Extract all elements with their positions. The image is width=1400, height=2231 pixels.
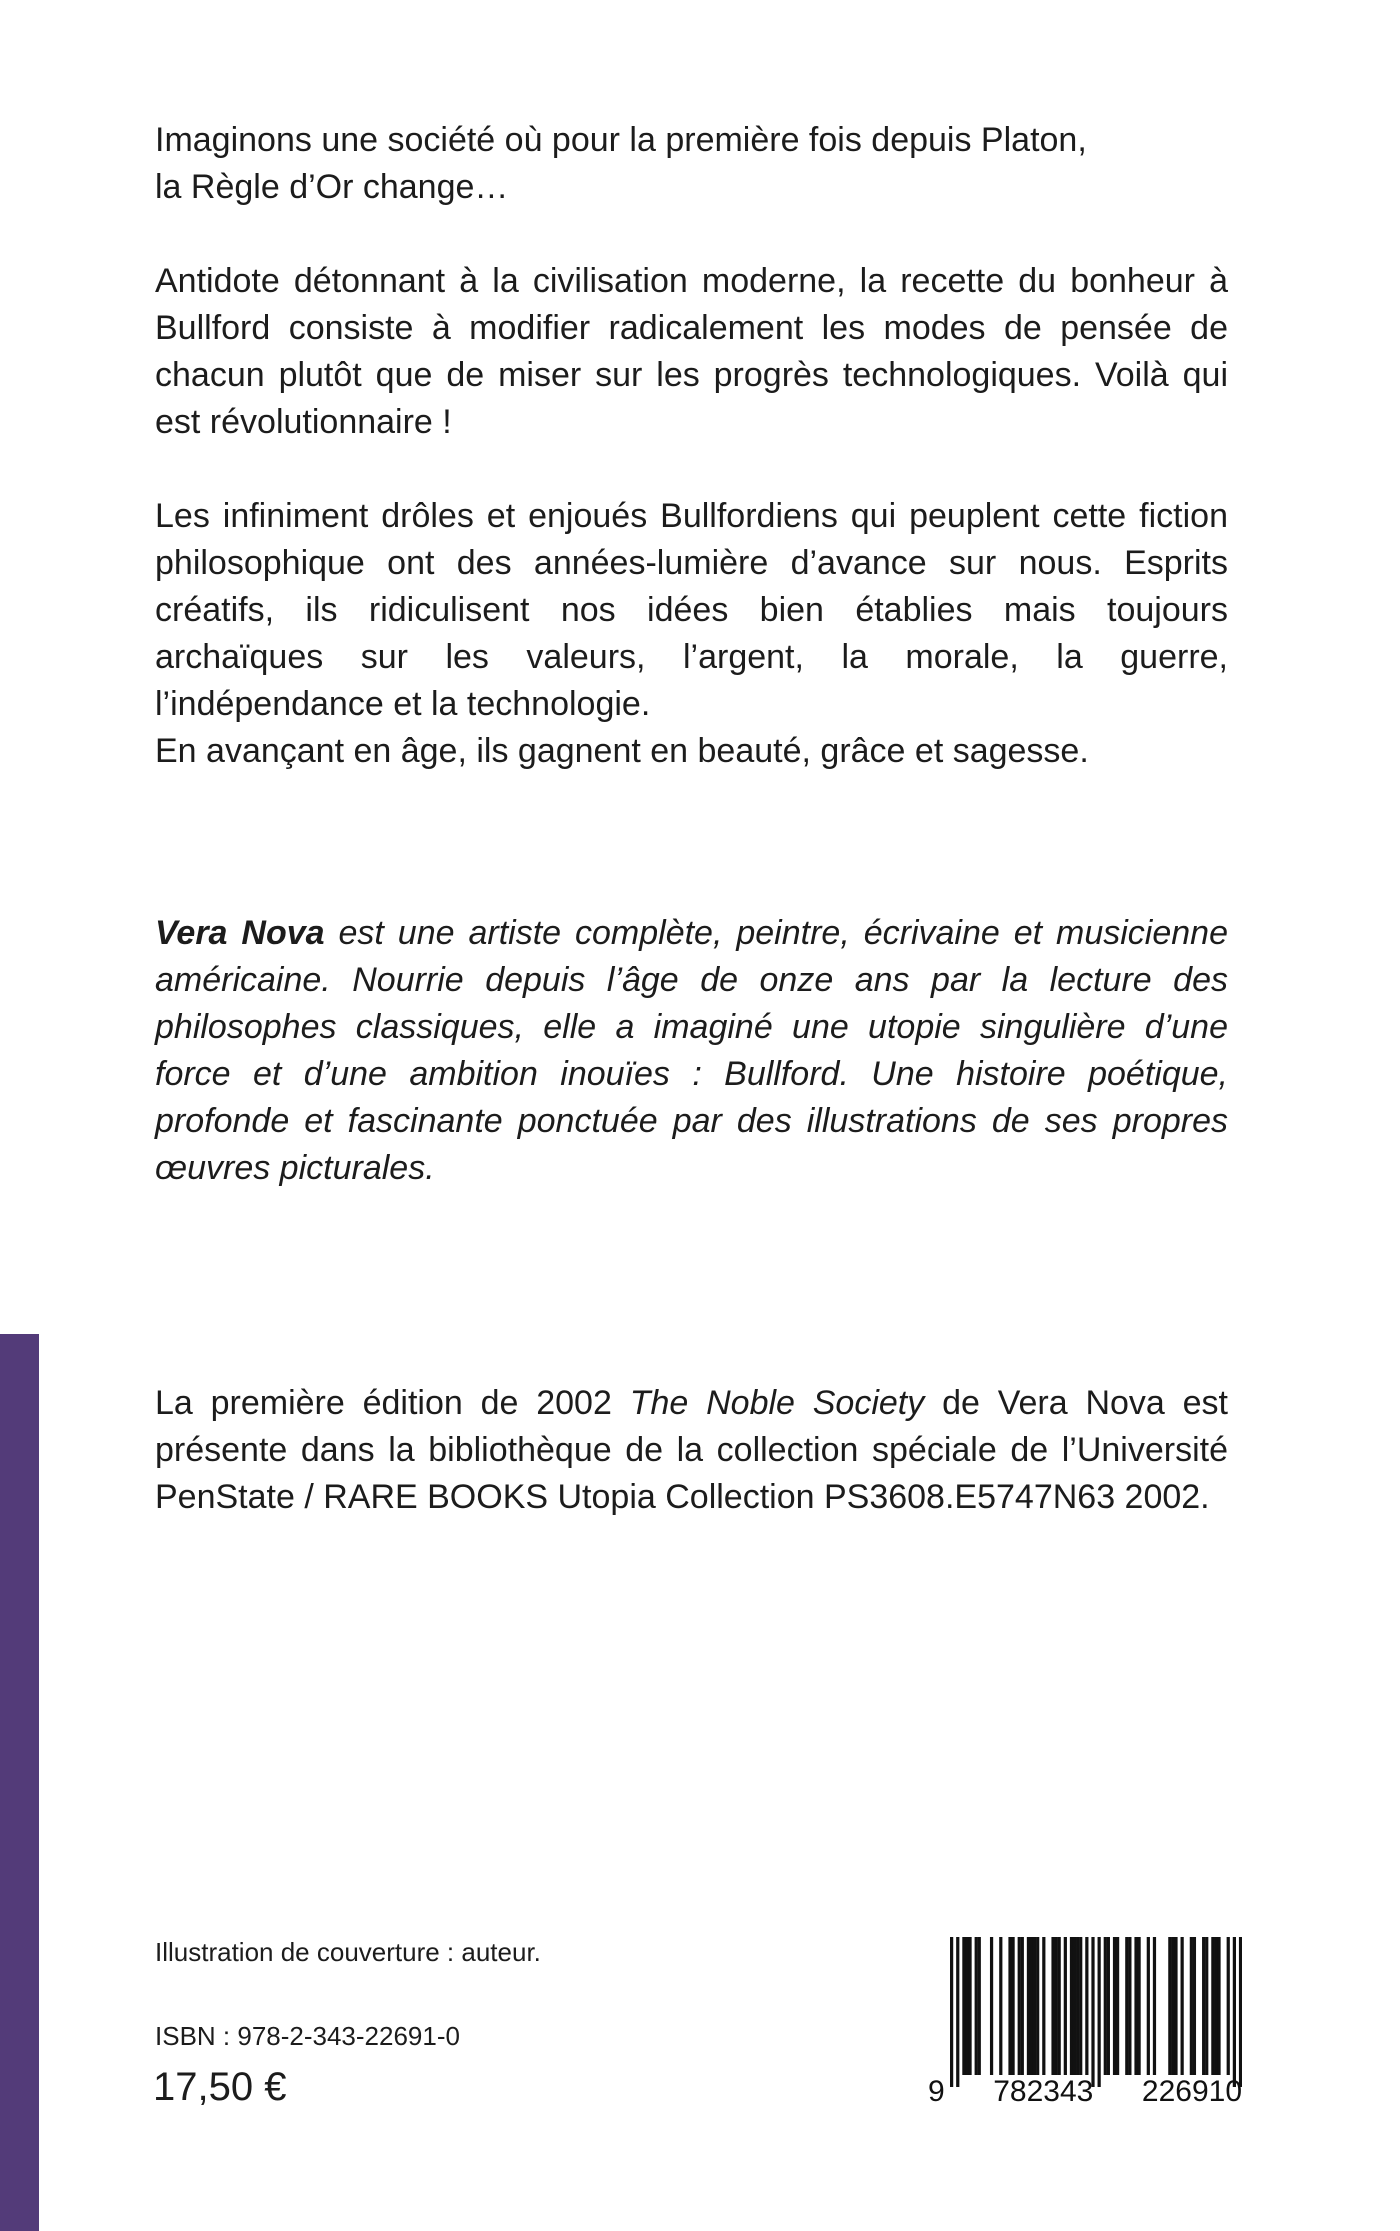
barcode-bar bbox=[1227, 1937, 1230, 2075]
barcode-bar bbox=[1091, 1937, 1094, 2087]
barcode-bar bbox=[1147, 1937, 1150, 2075]
antidote-paragraph: Antidote détonnant à la civilisation moderne, la recette du bonheur à Bullford consiste à modifier radicalement les modes de pensée de chacun plutôt que de miser sur les progrès technologiques. Voilà qui est révolutionnaire ! bbox=[155, 262, 1228, 441]
barcode-bar bbox=[1011, 1937, 1014, 2075]
edition-text-after: de Vera Nova est présente dans la bibliothèque de la collection spéciale de l’Université PenState / RARE BOOKS Utopia Collection PS3608.E5747N63 2002. bbox=[155, 1384, 1228, 1516]
edition-paragraph bbox=[155, 1380, 1228, 1521]
barcode-bar bbox=[1202, 1937, 1205, 2075]
barcode-bar bbox=[1137, 1937, 1140, 2075]
author-bio-text: est une artiste complète, peintre, écrivaine et musicienne américaine. Nourrie depuis l’âge de onze ans par la lecture des philosophes classiques, elle a imaginé une utopie singulière d’une force et d’une ambition inouïes : Bullford. Une histoire poétique, profonde et fascinante ponctuée par des illustrations de ses propres œuvres picturales. bbox=[155, 914, 1228, 1187]
barcode-bar bbox=[1174, 1937, 1177, 2075]
barcode-bar bbox=[1042, 1937, 1045, 2075]
barcode-bar bbox=[999, 1937, 1002, 2075]
barcode-bar bbox=[1079, 1937, 1082, 2075]
bullfordiens-paragraph bbox=[155, 493, 1228, 775]
barcode-bar bbox=[1217, 1937, 1220, 2075]
intro-line-2: la Règle d’Or change… bbox=[155, 168, 509, 206]
side-color-bar bbox=[0, 1334, 39, 2231]
barcode-bar bbox=[1214, 1937, 1217, 2075]
barcode-bar bbox=[1134, 1937, 1137, 2075]
barcode-bar bbox=[1113, 1937, 1116, 2075]
isbn-label: ISBN : 978-2-343-22691-0 bbox=[155, 2021, 460, 2051]
barcode-bar bbox=[1128, 1937, 1131, 2075]
barcode-digits bbox=[928, 2075, 1242, 2109]
edition-text-before: La première édition de 2002 bbox=[155, 1384, 630, 1422]
barcode-bar bbox=[1027, 1937, 1030, 2075]
bullfordiens-main-text: Les infiniment drôles et enjoués Bullfordiens qui peuplent cette fiction philosophique ont des années-lumière d’avance sur nous. Esprits créatifs, ils ridiculisent nos idées bien établies mais toujours archaïques sur les valeurs, l’argent, la morale, la guerre, l’indépendance et la technologie. bbox=[155, 497, 1228, 723]
barcode-bar bbox=[956, 1937, 959, 2087]
author-name: Vera Nova bbox=[155, 914, 325, 952]
barcode-bar bbox=[950, 1937, 953, 2087]
barcode-bar bbox=[1021, 1937, 1024, 2075]
barcode-bar bbox=[1125, 1937, 1128, 2075]
barcode-bar bbox=[975, 1937, 978, 2075]
barcode-bar bbox=[962, 1937, 965, 2075]
barcode-bar bbox=[1018, 1937, 1021, 2075]
barcode-bar bbox=[1073, 1937, 1076, 2075]
barcode-bar bbox=[1205, 1937, 1208, 2075]
bullfordiens-last-line: En avançant en âge, ils gagnent en beauté, grâce et sagesse. bbox=[155, 732, 1089, 770]
barcode-bar bbox=[1055, 1937, 1058, 2075]
barcode-bar bbox=[1033, 1937, 1036, 2075]
barcode-left-digits: 782343 bbox=[993, 2075, 1094, 2108]
barcode-bar bbox=[968, 1937, 971, 2075]
intro-line-1: Imaginons une société où pour la première fois depuis Platon, bbox=[155, 121, 1087, 159]
barcode-bar bbox=[1064, 1937, 1067, 2075]
intro-paragraph bbox=[155, 117, 1228, 211]
barcode-bar bbox=[1085, 1937, 1088, 2075]
barcode-right-digits: 226910 bbox=[1141, 2075, 1242, 2108]
price-label: 17,50 € bbox=[153, 2065, 287, 2109]
barcode-bar bbox=[1193, 1937, 1196, 2075]
barcode-bar bbox=[1030, 1937, 1033, 2075]
barcode-bar bbox=[1051, 1937, 1054, 2075]
barcode-bar bbox=[1107, 1937, 1110, 2075]
barcode-bar bbox=[1168, 1937, 1171, 2075]
author-bio-paragraph bbox=[155, 910, 1228, 1192]
barcode-bar bbox=[990, 1937, 993, 2075]
barcode-bar bbox=[1008, 1937, 1011, 2075]
barcode-bar bbox=[1104, 1937, 1107, 2075]
barcode-bar bbox=[1181, 1937, 1184, 2075]
barcode-bar bbox=[1190, 1937, 1193, 2075]
barcode-bar bbox=[1070, 1937, 1073, 2075]
cover-credit: Illustration de couverture : auteur. bbox=[155, 1937, 541, 1967]
barcode-bars bbox=[950, 1937, 1242, 2087]
barcode-bar bbox=[1036, 1937, 1039, 2075]
barcode-bar bbox=[1076, 1937, 1079, 2075]
barcode-bar bbox=[1153, 1937, 1156, 2075]
barcode-bar bbox=[965, 1937, 968, 2075]
barcode-bar bbox=[1058, 1937, 1061, 2075]
barcode-bar bbox=[1116, 1937, 1119, 2075]
barcode-bar bbox=[978, 1937, 981, 2075]
barcode-bar bbox=[1211, 1937, 1214, 2075]
edition-book-title: The Noble Society bbox=[629, 1384, 925, 1422]
barcode-bar bbox=[1171, 1937, 1174, 2075]
isbn-barcode bbox=[928, 1937, 1242, 2112]
barcode-first-digit: 9 bbox=[928, 2075, 945, 2108]
barcode-bar bbox=[1239, 1937, 1242, 2087]
barcode-bar bbox=[1098, 1937, 1101, 2087]
barcode-bar bbox=[1233, 1937, 1236, 2087]
